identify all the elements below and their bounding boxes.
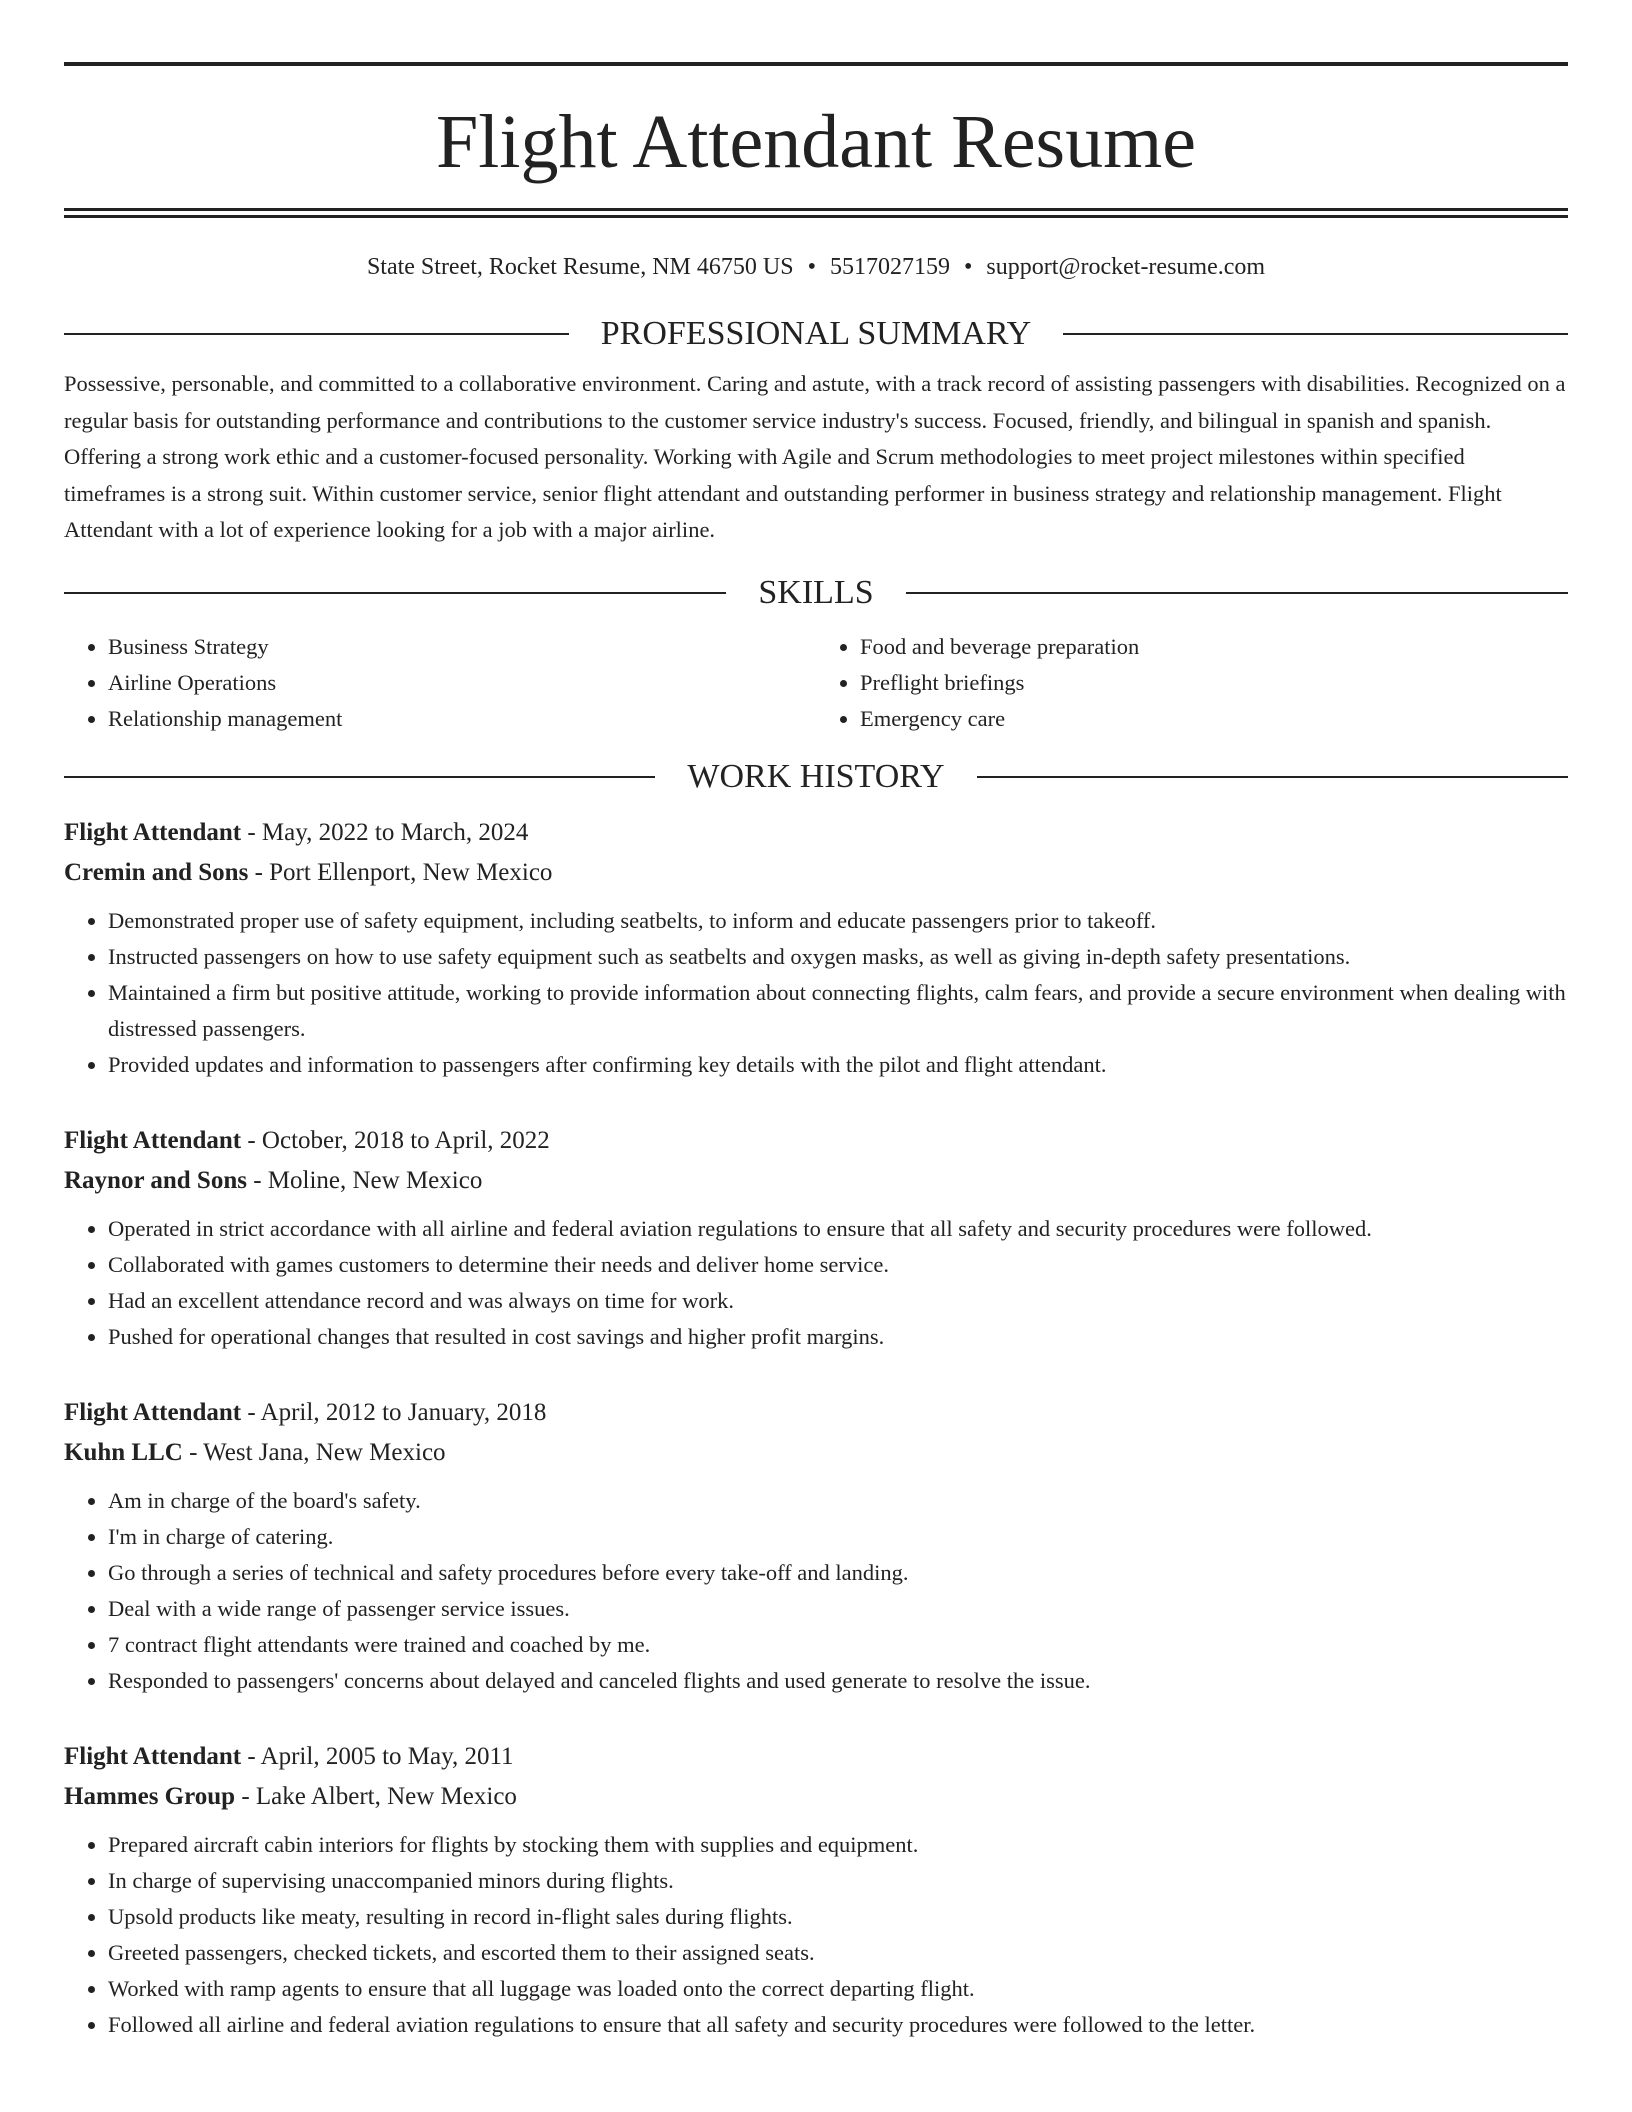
job-bullets	[64, 1827, 1568, 2043]
summary-heading-label: PROFESSIONAL SUMMARY	[600, 315, 1032, 352]
job-bullet: • Responded to passengers' concerns about delayed and canceled flights and used generate to resolve the issue.	[108, 1663, 1568, 1699]
job-company: Kuhn LLC	[64, 1439, 183, 1466]
job-bullet: • Demonstrated proper use of safety equipment, including seatbelts, to inform and educate passengers prior to takeoff.	[108, 903, 1568, 939]
professional-summary: Possessive, personable, and committed to a collaborative environment. Caring and astute, with a track record of assisting passengers with disabilities. Recognized on a regular basis for outstanding performance and contributions to the customer service industry's success. Focused, friendly, and bilingual in spanish and spanish. Offering a strong work ethic and a customer-focused personality. Working with Agile and Scrum methodologies to meet project milestones within specified timeframes is a strong suit. Within customer service, senior flight attendant and outstanding performer in business strategy and relationship management. Flight Attendant with a lot of experience looking for a job with a major airline.	[64, 371, 1566, 542]
job-bullet: • Deal with a wide range of passenger service issues.	[108, 1591, 1568, 1627]
skills-heading-label: SKILLS	[758, 574, 874, 611]
heading-rule	[64, 333, 569, 335]
job-entry	[64, 1737, 1568, 2043]
contact-email: support@rocket-resume.com	[986, 254, 1266, 280]
heading-rule	[906, 592, 1568, 594]
job-company: Cremin and Sons	[64, 859, 249, 886]
heading-rule	[977, 776, 1568, 778]
job-entry	[64, 1121, 1568, 1355]
job-title-line	[64, 813, 1568, 853]
top-rule	[64, 62, 1568, 66]
work-section-heading	[64, 755, 1568, 799]
job-bullets	[64, 1211, 1568, 1355]
job-dates: - April, 2012 to January, 2018	[241, 1399, 547, 1426]
job-bullet: • Go through a series of technical and safety procedures before every take-off and landing.	[108, 1555, 1568, 1591]
job-bullet: • Am in charge of the board's safety.	[108, 1483, 1568, 1519]
job-bullet: • Had an excellent attendance record and was always on time for work.	[108, 1283, 1568, 1319]
job-bullet: • Greeted passengers, checked tickets, and escorted them to their assigned seats.	[108, 1935, 1568, 1971]
contact-address: State Street, Rocket Resume, NM 46750 US	[366, 254, 794, 280]
skills-column-right	[816, 629, 1568, 737]
skill-item: • Preflight briefings	[860, 665, 1568, 701]
job-company: Raynor and Sons	[64, 1167, 247, 1194]
job-company-line	[64, 1161, 1568, 1201]
contact-separator: •	[963, 254, 973, 280]
job-bullet: • Operated in strict accordance with all airline and federal aviation regulations to ensure that all safety and security procedures were followed.	[108, 1211, 1568, 1247]
job-title: Flight Attendant	[64, 1743, 242, 1770]
job-bullets	[64, 903, 1568, 1083]
skills-column-left	[64, 629, 816, 737]
job-bullet: • 7 contract flight attendants were trained and coached by me.	[108, 1627, 1568, 1663]
heading-rule	[1063, 333, 1568, 335]
work-heading-label: WORK HISTORY	[687, 758, 945, 795]
resume-title: Flight Attendant Resume	[436, 100, 1196, 184]
job-bullet: • In charge of supervising unaccompanied minors during flights.	[108, 1863, 1568, 1899]
skill-item: • Food and beverage preparation	[860, 629, 1568, 665]
job-entry	[64, 813, 1568, 1083]
job-location: - Port Ellenport, New Mexico	[248, 859, 553, 886]
double-rule	[64, 208, 1568, 218]
contact-separator: •	[807, 254, 816, 280]
job-location: - Lake Albert, New Mexico	[235, 1783, 517, 1810]
job-dates: - October, 2018 to April, 2022	[241, 1127, 550, 1154]
job-company-line	[64, 1777, 1568, 1817]
skill-item: • Airline Operations	[108, 665, 816, 701]
job-bullet: • Instructed passengers on how to use safety equipment such as seatbelts and oxygen masks, as well as giving in-depth safety presentations.	[108, 939, 1568, 975]
job-bullet: • I'm in charge of catering.	[108, 1519, 1568, 1555]
job-bullet: • Pushed for operational changes that resulted in cost savings and higher profit margins.	[108, 1319, 1568, 1355]
job-bullets	[64, 1483, 1568, 1699]
job-title-line	[64, 1737, 1568, 1777]
heading-rule	[64, 776, 655, 778]
job-dates: - May, 2022 to March, 2024	[241, 819, 529, 846]
skills-list	[64, 629, 1568, 737]
job-bullet: • Worked with ramp agents to ensure that all luggage was loaded onto the correct departing flight.	[108, 1971, 1568, 2007]
job-company-line	[64, 1433, 1568, 1473]
contact-line	[64, 252, 1568, 282]
job-title-line	[64, 1121, 1568, 1161]
job-title: Flight Attendant	[64, 819, 242, 846]
job-bullet: • Maintained a firm but positive attitude, working to provide information about connecting flights, calm fears, and provide a secure environment when dealing with distressed passengers.	[108, 975, 1568, 1047]
job-title: Flight Attendant	[64, 1127, 242, 1154]
job-title: Flight Attendant	[64, 1399, 242, 1426]
contact-phone: 5517027159	[829, 254, 950, 280]
skills-section-heading	[64, 571, 1568, 615]
resume-page	[64, 0, 1568, 2043]
job-company-line	[64, 853, 1568, 893]
job-bullet: • Prepared aircraft cabin interiors for flights by stocking them with supplies and equipment.	[108, 1827, 1568, 1863]
job-bullet: • Upsold products like meaty, resulting in record in-flight sales during flights.	[108, 1899, 1568, 1935]
job-title-line	[64, 1393, 1568, 1433]
summary-section-heading	[64, 312, 1568, 356]
job-company: Hammes Group	[64, 1783, 236, 1810]
skill-item: • Emergency care	[860, 701, 1568, 737]
skill-item: • Business Strategy	[108, 629, 816, 665]
job-location: - Moline, New Mexico	[246, 1167, 483, 1194]
job-entry	[64, 1393, 1568, 1699]
job-bullet: • Followed all airline and federal aviation regulations to ensure that all safety and security procedures were followed to the letter.	[108, 2007, 1568, 2043]
job-bullet: • Collaborated with games customers to determine their needs and deliver home service.	[108, 1247, 1568, 1283]
skill-item: • Relationship management	[108, 701, 816, 737]
job-location: - West Jana, New Mexico	[182, 1439, 446, 1466]
job-dates: - April, 2005 to May, 2011	[241, 1743, 514, 1770]
heading-rule	[64, 592, 726, 594]
job-bullet: • Provided updates and information to passengers after confirming key details with the pilot and flight attendant.	[108, 1047, 1568, 1083]
